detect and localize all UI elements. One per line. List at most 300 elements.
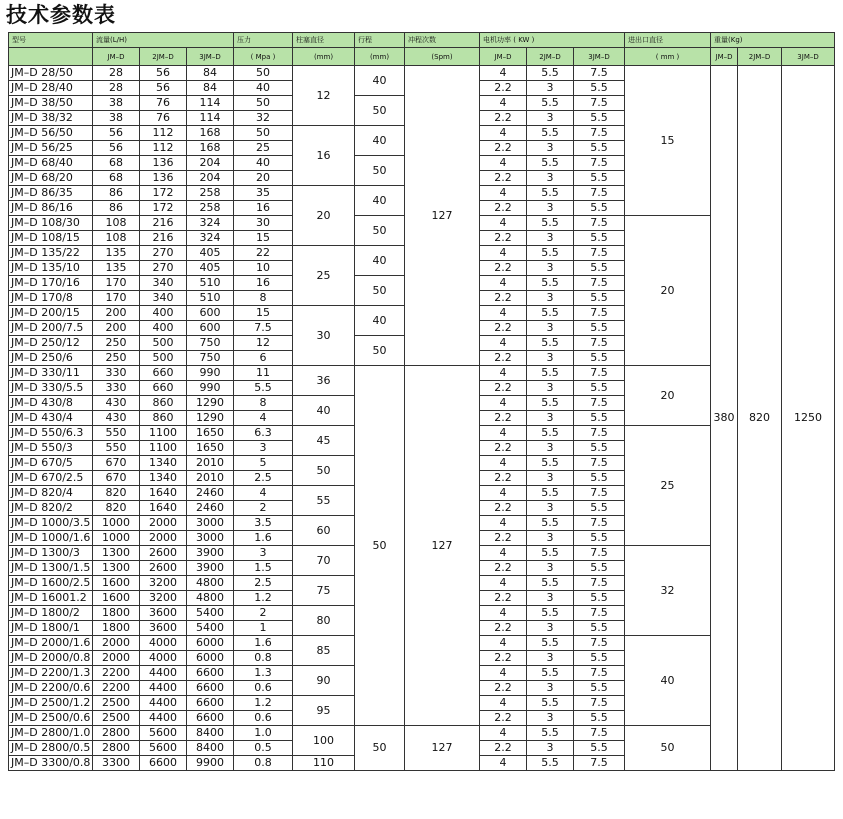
pressure-cell: 5 — [234, 456, 293, 471]
motor-3jm-cell: 5.5 — [574, 171, 625, 186]
flow-3jm-cell: 6600 — [187, 696, 234, 711]
motor-2jm-cell: 5.5 — [527, 156, 574, 171]
header-plunger: 柱塞直径 — [293, 33, 355, 48]
header-motor-jm: JM–D — [480, 48, 527, 66]
motor-3jm-cell: 7.5 — [574, 696, 625, 711]
flow-jm-cell: 1000 — [93, 516, 140, 531]
flow-2jm-cell: 1640 — [140, 486, 187, 501]
stroke-cell: 50 — [355, 726, 405, 771]
header-pressure: 压力 — [234, 33, 293, 48]
header-stroke-unit: (mm) — [355, 48, 405, 66]
motor-jm-cell: 2.2 — [480, 231, 527, 246]
flow-2jm-cell: 1100 — [140, 426, 187, 441]
model-cell: JM–D 108/30 — [9, 216, 93, 231]
pressure-cell: 3 — [234, 441, 293, 456]
motor-jm-cell: 4 — [480, 396, 527, 411]
header-flow-2jm: 2JM–D — [140, 48, 187, 66]
flow-3jm-cell: 1290 — [187, 396, 234, 411]
motor-3jm-cell: 5.5 — [574, 141, 625, 156]
flow-2jm-cell: 340 — [140, 291, 187, 306]
motor-jm-cell: 2.2 — [480, 711, 527, 726]
plunger-cell: 45 — [293, 426, 355, 456]
motor-2jm-cell: 5.5 — [527, 426, 574, 441]
motor-2jm-cell: 5.5 — [527, 186, 574, 201]
motor-jm-cell: 4 — [480, 216, 527, 231]
model-cell: JM–D 1800/1 — [9, 621, 93, 636]
pressure-cell: 6.3 — [234, 426, 293, 441]
pressure-cell: 1.5 — [234, 561, 293, 576]
motor-2jm-cell: 3 — [527, 261, 574, 276]
model-cell: JM–D 200/15 — [9, 306, 93, 321]
flow-2jm-cell: 860 — [140, 411, 187, 426]
flow-3jm-cell: 510 — [187, 291, 234, 306]
flow-2jm-cell: 172 — [140, 186, 187, 201]
motor-jm-cell: 4 — [480, 606, 527, 621]
flow-jm-cell: 200 — [93, 321, 140, 336]
flow-jm-cell: 108 — [93, 231, 140, 246]
motor-jm-cell: 2.2 — [480, 651, 527, 666]
stroke-cell: 50 — [355, 156, 405, 186]
motor-3jm-cell: 7.5 — [574, 426, 625, 441]
motor-2jm-cell: 5.5 — [527, 246, 574, 261]
flow-2jm-cell: 4000 — [140, 636, 187, 651]
header-motor: 电机功率 ( KW ) — [480, 33, 625, 48]
pressure-cell: 4 — [234, 411, 293, 426]
motor-3jm-cell: 5.5 — [574, 291, 625, 306]
flow-jm-cell: 1600 — [93, 591, 140, 606]
motor-2jm-cell: 5.5 — [527, 216, 574, 231]
model-cell: JM–D 28/50 — [9, 66, 93, 81]
header-flow: 流量(L/H) — [93, 33, 234, 48]
model-cell: JM–D 3300/0.8 — [9, 756, 93, 771]
plunger-cell: 100 — [293, 726, 355, 756]
motor-3jm-cell: 5.5 — [574, 261, 625, 276]
stroke-cell: 50 — [355, 96, 405, 126]
motor-jm-cell: 4 — [480, 186, 527, 201]
flow-2jm-cell: 4400 — [140, 711, 187, 726]
motor-jm-cell: 4 — [480, 366, 527, 381]
model-cell: JM–D 86/35 — [9, 186, 93, 201]
header-flow-3jm: 3JM–D — [187, 48, 234, 66]
flow-jm-cell: 430 — [93, 411, 140, 426]
motor-3jm-cell: 5.5 — [574, 111, 625, 126]
pressure-cell: 50 — [234, 66, 293, 81]
flow-jm-cell: 2500 — [93, 711, 140, 726]
pressure-cell: 3.5 — [234, 516, 293, 531]
motor-jm-cell: 4 — [480, 126, 527, 141]
spec-table — [8, 32, 835, 771]
motor-3jm-cell: 5.5 — [574, 351, 625, 366]
motor-3jm-cell: 5.5 — [574, 531, 625, 546]
flow-3jm-cell: 600 — [187, 321, 234, 336]
model-cell: JM–D 430/8 — [9, 396, 93, 411]
model-cell: JM–D 430/4 — [9, 411, 93, 426]
pressure-cell: 1 — [234, 621, 293, 636]
plunger-cell: 16 — [293, 126, 355, 186]
motor-jm-cell: 2.2 — [480, 201, 527, 216]
motor-3jm-cell: 5.5 — [574, 651, 625, 666]
motor-jm-cell: 2.2 — [480, 81, 527, 96]
motor-2jm-cell: 3 — [527, 471, 574, 486]
flow-jm-cell: 1600 — [93, 576, 140, 591]
flow-jm-cell: 86 — [93, 186, 140, 201]
header-motor-3jm: 3JM–D — [574, 48, 625, 66]
weight-2jm-cell: 820 — [738, 66, 782, 771]
flow-jm-cell: 330 — [93, 366, 140, 381]
motor-jm-cell: 4 — [480, 576, 527, 591]
flow-2jm-cell: 270 — [140, 261, 187, 276]
flow-jm-cell: 430 — [93, 396, 140, 411]
motor-2jm-cell: 3 — [527, 351, 574, 366]
motor-jm-cell: 2.2 — [480, 441, 527, 456]
motor-jm-cell: 2.2 — [480, 591, 527, 606]
motor-jm-cell: 4 — [480, 756, 527, 771]
plunger-cell: 55 — [293, 486, 355, 516]
flow-3jm-cell: 6000 — [187, 651, 234, 666]
model-cell: JM–D 2800/0.5 — [9, 741, 93, 756]
pressure-cell: 8 — [234, 291, 293, 306]
port-cell: 40 — [625, 636, 711, 726]
flow-2jm-cell: 5600 — [140, 741, 187, 756]
motor-2jm-cell: 3 — [527, 231, 574, 246]
motor-jm-cell: 2.2 — [480, 141, 527, 156]
motor-2jm-cell: 5.5 — [527, 126, 574, 141]
flow-2jm-cell: 5600 — [140, 726, 187, 741]
motor-3jm-cell: 7.5 — [574, 186, 625, 201]
motor-jm-cell: 4 — [480, 636, 527, 651]
flow-3jm-cell: 3000 — [187, 531, 234, 546]
flow-3jm-cell: 8400 — [187, 741, 234, 756]
flow-jm-cell: 1800 — [93, 606, 140, 621]
pressure-cell: 3 — [234, 546, 293, 561]
flow-3jm-cell: 6600 — [187, 711, 234, 726]
motor-2jm-cell: 3 — [527, 561, 574, 576]
pressure-cell: 0.8 — [234, 651, 293, 666]
model-cell: JM–D 38/32 — [9, 111, 93, 126]
motor-jm-cell: 2.2 — [480, 111, 527, 126]
flow-2jm-cell: 3200 — [140, 576, 187, 591]
flow-3jm-cell: 204 — [187, 156, 234, 171]
flow-jm-cell: 38 — [93, 96, 140, 111]
flow-3jm-cell: 324 — [187, 231, 234, 246]
motor-jm-cell: 4 — [480, 96, 527, 111]
model-cell: JM–D 1000/3.5 — [9, 516, 93, 531]
model-cell: JM–D 550/6.3 — [9, 426, 93, 441]
motor-3jm-cell: 7.5 — [574, 96, 625, 111]
motor-3jm-cell: 7.5 — [574, 756, 625, 771]
motor-jm-cell: 2.2 — [480, 261, 527, 276]
model-cell: JM–D 820/2 — [9, 501, 93, 516]
motor-jm-cell: 4 — [480, 246, 527, 261]
pressure-cell: 22 — [234, 246, 293, 261]
flow-3jm-cell: 4800 — [187, 576, 234, 591]
motor-3jm-cell: 5.5 — [574, 561, 625, 576]
page-title: 技术参数表 — [6, 3, 116, 27]
header-stroke: 行程 — [355, 33, 405, 48]
flow-jm-cell: 820 — [93, 501, 140, 516]
model-cell: JM–D 1000/1.6 — [9, 531, 93, 546]
pressure-cell: 2 — [234, 606, 293, 621]
flow-2jm-cell: 340 — [140, 276, 187, 291]
flow-3jm-cell: 990 — [187, 366, 234, 381]
flow-3jm-cell: 2460 — [187, 501, 234, 516]
flow-2jm-cell: 136 — [140, 171, 187, 186]
model-cell: JM–D 170/16 — [9, 276, 93, 291]
model-cell: JM–D 16001.2 — [9, 591, 93, 606]
pressure-cell: 0.6 — [234, 711, 293, 726]
flow-jm-cell: 28 — [93, 66, 140, 81]
model-cell: JM–D 1300/3 — [9, 546, 93, 561]
flow-3jm-cell: 9900 — [187, 756, 234, 771]
motor-3jm-cell: 7.5 — [574, 246, 625, 261]
port-cell: 15 — [625, 66, 711, 216]
model-cell: JM–D 68/20 — [9, 171, 93, 186]
motor-2jm-cell: 3 — [527, 651, 574, 666]
motor-3jm-cell: 7.5 — [574, 216, 625, 231]
model-cell: JM–D 670/5 — [9, 456, 93, 471]
flow-2jm-cell: 3600 — [140, 621, 187, 636]
flow-3jm-cell: 204 — [187, 171, 234, 186]
motor-2jm-cell: 3 — [527, 531, 574, 546]
pressure-cell: 6 — [234, 351, 293, 366]
motor-jm-cell: 2.2 — [480, 171, 527, 186]
flow-jm-cell: 670 — [93, 456, 140, 471]
motor-3jm-cell: 5.5 — [574, 381, 625, 396]
flow-3jm-cell: 6000 — [187, 636, 234, 651]
motor-2jm-cell: 3 — [527, 411, 574, 426]
flow-jm-cell: 170 — [93, 291, 140, 306]
motor-2jm-cell: 5.5 — [527, 96, 574, 111]
flow-2jm-cell: 112 — [140, 126, 187, 141]
flow-jm-cell: 2800 — [93, 726, 140, 741]
motor-2jm-cell: 3 — [527, 591, 574, 606]
motor-2jm-cell: 3 — [527, 381, 574, 396]
flow-2jm-cell: 2600 — [140, 561, 187, 576]
flow-2jm-cell: 4400 — [140, 681, 187, 696]
motor-2jm-cell: 5.5 — [527, 66, 574, 81]
motor-3jm-cell: 5.5 — [574, 681, 625, 696]
flow-jm-cell: 330 — [93, 381, 140, 396]
stroke-cell: 40 — [355, 126, 405, 156]
motor-3jm-cell: 7.5 — [574, 486, 625, 501]
pressure-cell: 5.5 — [234, 381, 293, 396]
flow-3jm-cell: 168 — [187, 141, 234, 156]
flow-2jm-cell: 660 — [140, 366, 187, 381]
motor-3jm-cell: 7.5 — [574, 666, 625, 681]
table-row — [9, 66, 835, 81]
motor-jm-cell: 4 — [480, 426, 527, 441]
flow-3jm-cell: 114 — [187, 111, 234, 126]
flow-3jm-cell: 1290 — [187, 411, 234, 426]
pressure-cell: 40 — [234, 81, 293, 96]
flow-3jm-cell: 750 — [187, 351, 234, 366]
flow-jm-cell: 250 — [93, 336, 140, 351]
motor-3jm-cell: 5.5 — [574, 321, 625, 336]
model-cell: JM–D 28/40 — [9, 81, 93, 96]
motor-3jm-cell: 5.5 — [574, 711, 625, 726]
motor-2jm-cell: 5.5 — [527, 696, 574, 711]
motor-3jm-cell: 7.5 — [574, 306, 625, 321]
motor-3jm-cell: 7.5 — [574, 576, 625, 591]
flow-3jm-cell: 405 — [187, 261, 234, 276]
flow-jm-cell: 135 — [93, 246, 140, 261]
pressure-cell: 1.6 — [234, 531, 293, 546]
motor-2jm-cell: 3 — [527, 81, 574, 96]
flow-jm-cell: 2200 — [93, 666, 140, 681]
model-cell: JM–D 108/15 — [9, 231, 93, 246]
flow-2jm-cell: 2600 — [140, 546, 187, 561]
model-cell: JM–D 2500/0.6 — [9, 711, 93, 726]
model-cell: JM–D 550/3 — [9, 441, 93, 456]
motor-2jm-cell: 3 — [527, 291, 574, 306]
flow-3jm-cell: 510 — [187, 276, 234, 291]
flow-3jm-cell: 6600 — [187, 666, 234, 681]
plunger-cell: 20 — [293, 186, 355, 246]
model-cell: JM–D 38/50 — [9, 96, 93, 111]
flow-3jm-cell: 258 — [187, 201, 234, 216]
motor-3jm-cell: 7.5 — [574, 366, 625, 381]
header-port-unit: ( mm ) — [625, 48, 711, 66]
flow-2jm-cell: 660 — [140, 381, 187, 396]
motor-2jm-cell: 3 — [527, 321, 574, 336]
flow-jm-cell: 3300 — [93, 756, 140, 771]
motor-jm-cell: 2.2 — [480, 501, 527, 516]
motor-3jm-cell: 7.5 — [574, 396, 625, 411]
model-cell: JM–D 250/12 — [9, 336, 93, 351]
stroke-cell: 50 — [355, 366, 405, 726]
stroke-cell: 50 — [355, 276, 405, 306]
motor-jm-cell: 4 — [480, 486, 527, 501]
flow-2jm-cell: 6600 — [140, 756, 187, 771]
motor-2jm-cell: 5.5 — [527, 666, 574, 681]
motor-2jm-cell: 5.5 — [527, 306, 574, 321]
flow-3jm-cell: 114 — [187, 96, 234, 111]
plunger-cell: 110 — [293, 756, 355, 771]
stroke-cell: 40 — [355, 306, 405, 336]
pressure-cell: 4 — [234, 486, 293, 501]
model-cell: JM–D 135/10 — [9, 261, 93, 276]
flow-3jm-cell: 5400 — [187, 621, 234, 636]
flow-3jm-cell: 1650 — [187, 426, 234, 441]
flow-2jm-cell: 3600 — [140, 606, 187, 621]
motor-jm-cell: 2.2 — [480, 561, 527, 576]
motor-jm-cell: 2.2 — [480, 411, 527, 426]
plunger-cell: 70 — [293, 546, 355, 576]
model-cell: JM–D 68/40 — [9, 156, 93, 171]
header-port: 进出口直径 — [625, 33, 711, 48]
model-cell: JM–D 200/7.5 — [9, 321, 93, 336]
pressure-cell: 1.2 — [234, 591, 293, 606]
port-cell: 20 — [625, 366, 711, 426]
motor-jm-cell: 2.2 — [480, 531, 527, 546]
flow-jm-cell: 135 — [93, 261, 140, 276]
pressure-cell: 8 — [234, 396, 293, 411]
flow-3jm-cell: 5400 — [187, 606, 234, 621]
flow-jm-cell: 2000 — [93, 636, 140, 651]
flow-2jm-cell: 270 — [140, 246, 187, 261]
flow-2jm-cell: 216 — [140, 216, 187, 231]
pressure-cell: 1.0 — [234, 726, 293, 741]
model-cell: JM–D 2000/1.6 — [9, 636, 93, 651]
motor-3jm-cell: 7.5 — [574, 336, 625, 351]
weight-jm-cell: 380 — [711, 66, 738, 771]
flow-3jm-cell: 324 — [187, 216, 234, 231]
motor-2jm-cell: 3 — [527, 711, 574, 726]
flow-jm-cell: 1300 — [93, 546, 140, 561]
header-spm-unit: (Spm) — [405, 48, 480, 66]
flow-2jm-cell: 2000 — [140, 531, 187, 546]
model-cell: JM–D 2200/1.3 — [9, 666, 93, 681]
motor-3jm-cell: 5.5 — [574, 441, 625, 456]
motor-3jm-cell: 7.5 — [574, 516, 625, 531]
motor-2jm-cell: 3 — [527, 681, 574, 696]
pressure-cell: 40 — [234, 156, 293, 171]
flow-jm-cell: 1300 — [93, 561, 140, 576]
header-spm: 冲程次数 — [405, 33, 480, 48]
flow-jm-cell: 38 — [93, 111, 140, 126]
flow-jm-cell: 250 — [93, 351, 140, 366]
flow-2jm-cell: 1100 — [140, 441, 187, 456]
flow-3jm-cell: 8400 — [187, 726, 234, 741]
motor-3jm-cell: 5.5 — [574, 201, 625, 216]
motor-2jm-cell: 5.5 — [527, 636, 574, 651]
flow-2jm-cell: 400 — [140, 306, 187, 321]
model-cell: JM–D 56/50 — [9, 126, 93, 141]
stroke-cell: 50 — [355, 216, 405, 246]
motor-3jm-cell: 7.5 — [574, 126, 625, 141]
header-weight-jm: JM–D — [711, 48, 738, 66]
flow-3jm-cell: 3000 — [187, 516, 234, 531]
flow-3jm-cell: 2010 — [187, 456, 234, 471]
flow-2jm-cell: 76 — [140, 111, 187, 126]
header-motor-2jm: 2JM–D — [527, 48, 574, 66]
pressure-cell: 35 — [234, 186, 293, 201]
stroke-cell: 40 — [355, 246, 405, 276]
flow-jm-cell: 68 — [93, 156, 140, 171]
plunger-cell: 75 — [293, 576, 355, 606]
plunger-cell: 50 — [293, 456, 355, 486]
model-cell: JM–D 170/8 — [9, 291, 93, 306]
flow-2jm-cell: 172 — [140, 201, 187, 216]
motor-jm-cell: 2.2 — [480, 351, 527, 366]
motor-2jm-cell: 5.5 — [527, 456, 574, 471]
motor-jm-cell: 2.2 — [480, 291, 527, 306]
pressure-cell: 0.8 — [234, 756, 293, 771]
flow-2jm-cell: 860 — [140, 396, 187, 411]
motor-3jm-cell: 7.5 — [574, 546, 625, 561]
flow-3jm-cell: 3900 — [187, 561, 234, 576]
motor-jm-cell: 4 — [480, 546, 527, 561]
stroke-cell: 40 — [355, 186, 405, 216]
motor-jm-cell: 4 — [480, 336, 527, 351]
pressure-cell: 16 — [234, 276, 293, 291]
flow-3jm-cell: 2010 — [187, 471, 234, 486]
motor-3jm-cell: 7.5 — [574, 276, 625, 291]
motor-2jm-cell: 3 — [527, 141, 574, 156]
header-model-blank — [9, 48, 93, 66]
flow-3jm-cell: 168 — [187, 126, 234, 141]
flow-jm-cell: 2000 — [93, 651, 140, 666]
motor-2jm-cell: 5.5 — [527, 486, 574, 501]
plunger-cell: 85 — [293, 636, 355, 666]
flow-jm-cell: 86 — [93, 201, 140, 216]
flow-2jm-cell: 500 — [140, 336, 187, 351]
flow-3jm-cell: 4800 — [187, 591, 234, 606]
pressure-cell: 50 — [234, 96, 293, 111]
motor-jm-cell: 2.2 — [480, 381, 527, 396]
pressure-cell: 1.3 — [234, 666, 293, 681]
flow-jm-cell: 550 — [93, 426, 140, 441]
